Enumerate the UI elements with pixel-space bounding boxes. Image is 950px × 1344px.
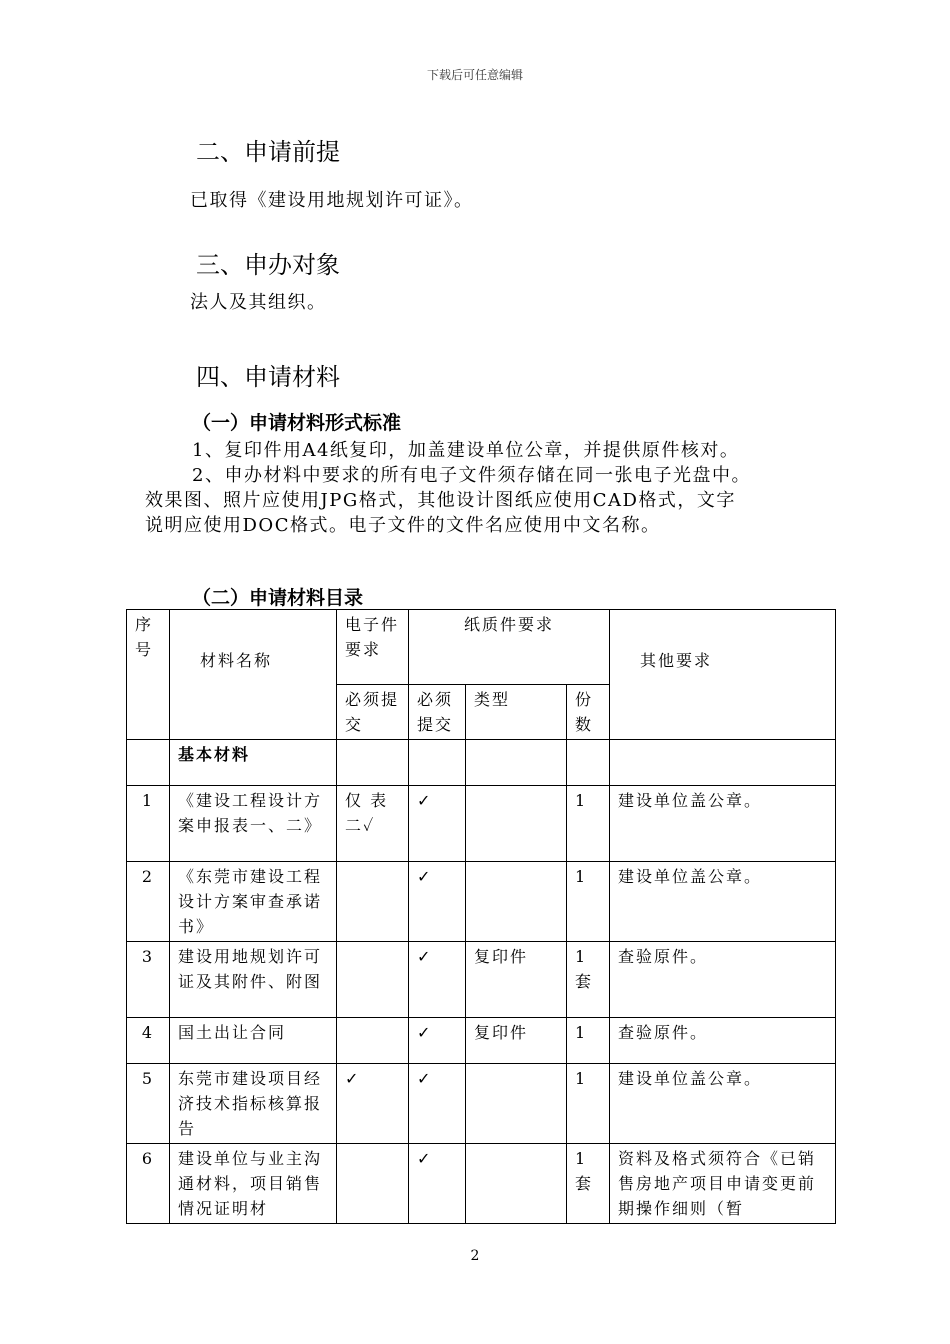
sub2-title: （二）申请材料目录: [192, 587, 364, 609]
row-seq: 5: [127, 1064, 170, 1144]
row-paper-check: ✓: [409, 1144, 466, 1224]
table-row: [127, 862, 836, 942]
group-row: [127, 740, 836, 786]
section2-body: 已取得《建设用地规划许可证》。: [190, 190, 474, 211]
header-note: 下载后可任意编辑: [426, 68, 523, 82]
row-type: [466, 1064, 567, 1144]
row-type: [466, 1144, 567, 1224]
row-paper-check: ✓: [409, 942, 466, 1018]
table-row: [127, 942, 836, 1018]
table-row: [127, 1064, 836, 1144]
row-copies: 1: [567, 1064, 610, 1144]
row-seq: 4: [127, 1018, 170, 1064]
table-row: [127, 1144, 836, 1224]
header-type: 类型: [466, 685, 567, 740]
row-other: 查验原件。: [610, 942, 836, 1018]
row-electronic: [337, 1018, 409, 1064]
sub1-title: （一）申请材料形式标准: [192, 412, 402, 434]
header-e-required: 必须提交: [337, 685, 409, 740]
row-copies: 1套: [567, 942, 610, 1018]
header-seq: 序号: [127, 610, 170, 740]
row-paper-check: ✓: [409, 862, 466, 942]
row-electronic: [337, 942, 409, 1018]
section3-title: 三、申办对象: [196, 251, 340, 279]
sub1-item1: 1、复印件用A4纸复印，加盖建设单位公章，并提供原件核对。: [192, 440, 740, 461]
row-electronic: 仅 表二✓: [337, 786, 409, 862]
header-paper: 纸质件要求: [409, 610, 610, 685]
row-type: [466, 862, 567, 942]
row-name: 建设单位与业主沟通材料，项目销售情况证明材: [170, 1144, 337, 1224]
header-electronic: 电子件要求: [337, 610, 409, 685]
header-copies: 份数: [567, 685, 610, 740]
row-electronic: [337, 1144, 409, 1224]
row-copies: 1: [567, 1018, 610, 1064]
row-electronic: [337, 862, 409, 942]
page-number: 2: [470, 1248, 480, 1264]
row-type: 复印件: [466, 942, 567, 1018]
header-other: 其他要求: [610, 610, 836, 740]
materials-table: [126, 609, 836, 1224]
row-name: 东莞市建设项目经济技术指标核算报告: [170, 1064, 337, 1144]
row-other: 建设单位盖公章。: [610, 862, 836, 942]
row-paper-check: ✓: [409, 786, 466, 862]
header-name: 材料名称: [170, 610, 337, 740]
row-copies: 1: [567, 786, 610, 862]
row-copies: 1套: [567, 1144, 610, 1224]
row-other: 资料及格式须符合《已销售房地产项目申请变更前期操作细则（暂: [610, 1144, 836, 1224]
row-paper-check: ✓: [409, 1064, 466, 1144]
row-type: [466, 786, 567, 862]
row-copies: 1: [567, 862, 610, 942]
row-seq: 6: [127, 1144, 170, 1224]
row-paper-check: ✓: [409, 1018, 466, 1064]
table-row: [127, 786, 836, 862]
row-seq: 2: [127, 862, 170, 942]
sub1-item2-line2: 效果图、照片应使用JPG格式，其他设计图纸应使用CAD格式，文字: [145, 490, 736, 511]
row-electronic: ✓: [337, 1064, 409, 1144]
row-name: 建设用地规划许可证及其附件、附图: [170, 942, 337, 1018]
section2-title: 二、申请前提: [196, 138, 340, 166]
row-seq: 1: [127, 786, 170, 862]
row-other: 建设单位盖公章。: [610, 1064, 836, 1144]
row-type: 复印件: [466, 1018, 567, 1064]
row-seq: 3: [127, 942, 170, 1018]
section4-title: 四、申请材料: [196, 363, 340, 391]
row-name: 国土出让合同: [170, 1018, 337, 1064]
row-name: 《东莞市建设工程设计方案审查承诺书》: [170, 862, 337, 942]
table-header-row: [127, 610, 836, 685]
sub1-item2-line3: 说明应使用DOC格式。电子文件的文件名应使用中文名称。: [145, 515, 661, 536]
header-p-required: 必须提交: [409, 685, 466, 740]
row-other: 建设单位盖公章。: [610, 786, 836, 862]
sub1-item2-line1: 2、申办材料中要求的所有电子文件须存储在同一张电子光盘中。: [192, 465, 751, 486]
section3-body: 法人及其组织。: [190, 292, 327, 313]
table-row: [127, 1018, 836, 1064]
row-name: 《建设工程设计方案申报表一、二》: [170, 786, 337, 862]
group-basic-label: 基本材料: [170, 740, 337, 786]
row-other: 查验原件。: [610, 1018, 836, 1064]
